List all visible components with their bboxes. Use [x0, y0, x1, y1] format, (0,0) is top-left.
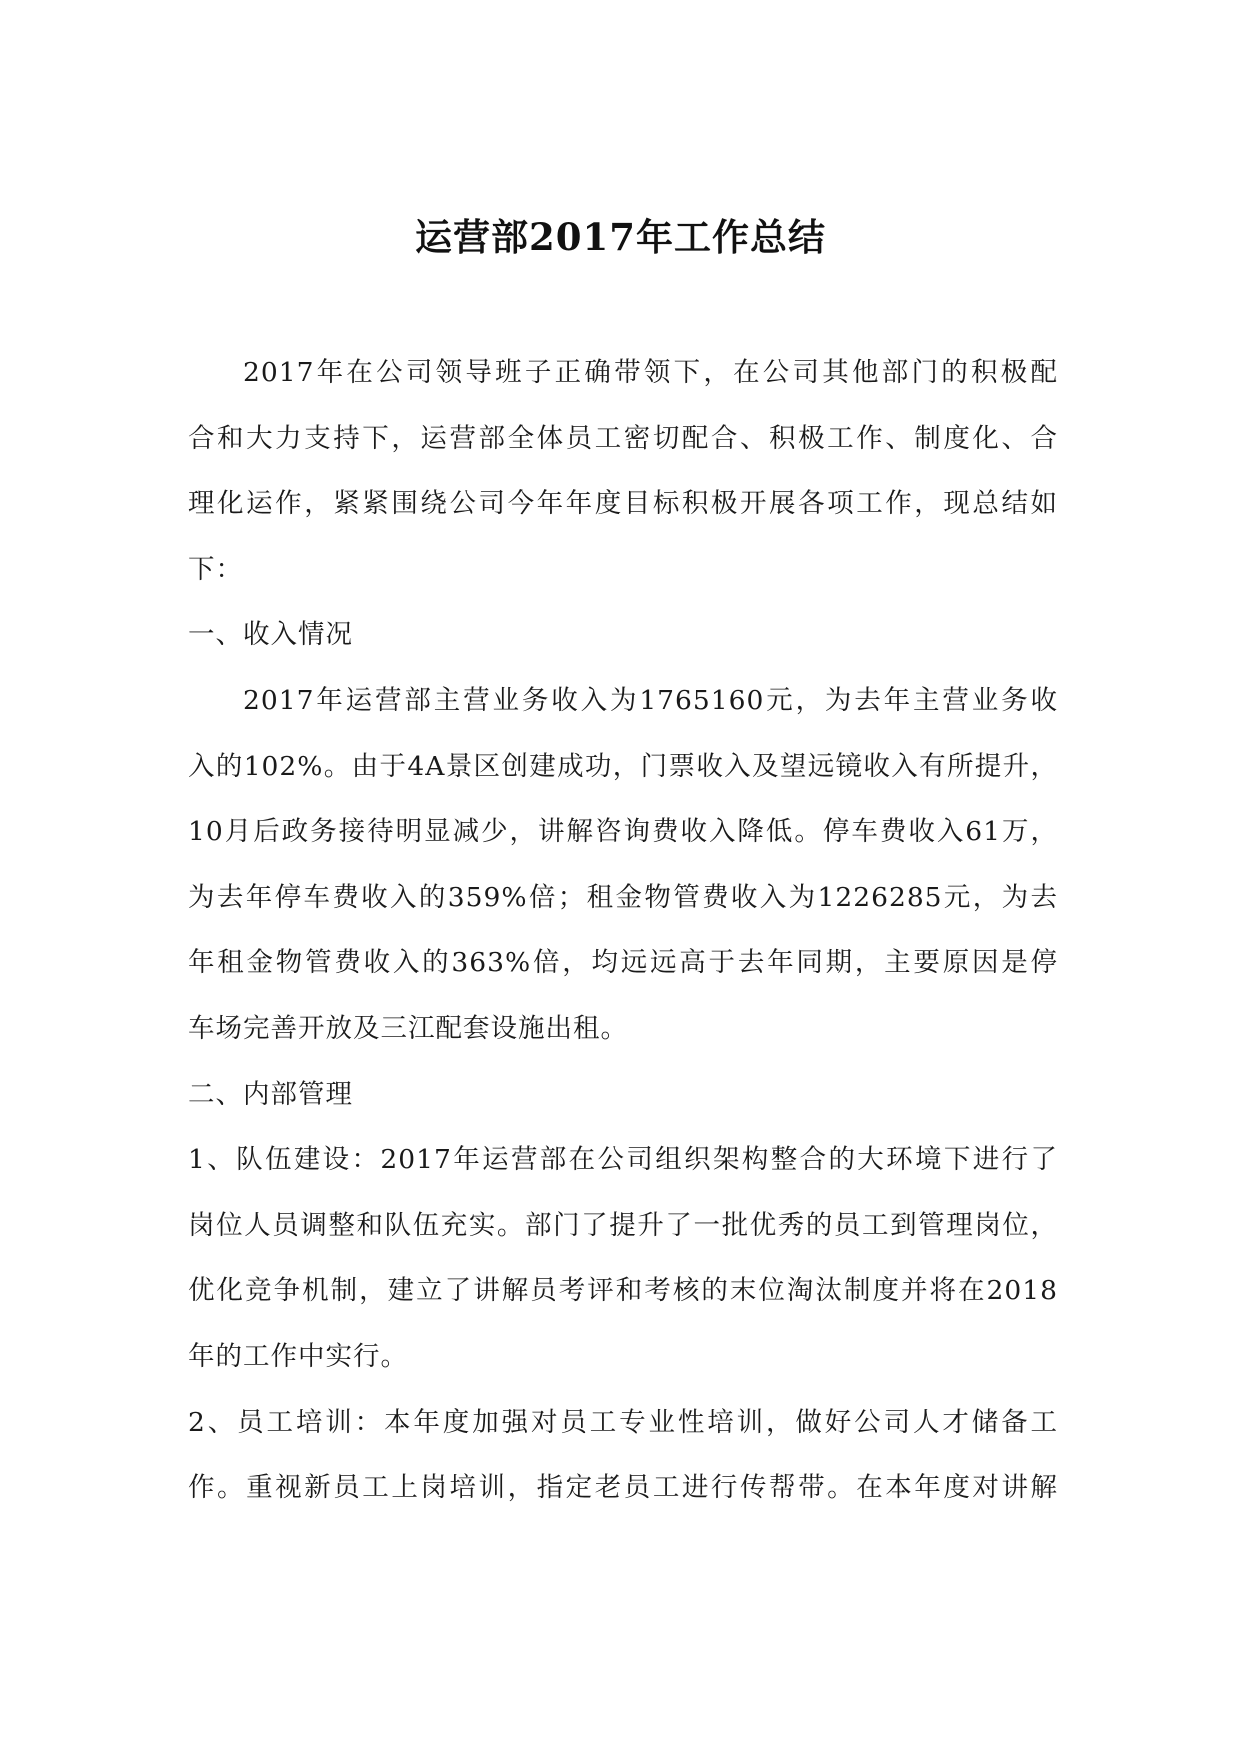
- section-heading-income: [188, 602, 1058, 668]
- text-line: 10月后政务接待明显减少，讲解咨询费收入降低。停车费收入61万，: [188, 816, 1058, 848]
- paragraph-income: [188, 668, 1058, 1062]
- text-line: 合和大力支持下，运营部全体员工密切配合、积极工作、制度化、合: [188, 422, 1058, 454]
- text-line: 年的工作中实行。: [188, 1340, 408, 1372]
- paragraph-training: [188, 1390, 1058, 1521]
- text-line: 年租金物管费收入的363%倍，均远远高于去年同期，主要原因是停: [188, 947, 1058, 979]
- section-heading-management: [188, 1062, 1058, 1128]
- section-heading: 二、内部管理: [188, 1078, 353, 1110]
- text-line: 下：: [188, 553, 243, 585]
- text-line: 为去年停车费收入的359%倍；租金物管费收入为1226285元，为去: [188, 881, 1058, 913]
- text-line: 作。重视新员工上岗培训，指定老员工进行传帮带。在本年度对讲解: [188, 1472, 1058, 1504]
- paragraph-team-building: [188, 1127, 1058, 1389]
- text-line: 1、队伍建设：2017年运营部在公司组织架构整合的大环境下进行了: [188, 1144, 1058, 1176]
- document-title: 运营部2017年工作总结: [415, 215, 826, 259]
- text-line: 岗位人员调整和队伍充实。部门了提升了一批优秀的员工到管理岗位，: [188, 1209, 1058, 1241]
- text-line: 2017年运营部主营业务收入为1765160元，为去年主营业务收: [243, 684, 1058, 716]
- text-line: 理化运作，紧紧围绕公司今年年度目标积极开展各项工作，现总结如: [188, 488, 1058, 520]
- document-body: [188, 340, 1058, 1521]
- text-line: 2017年在公司领导班子正确带领下，在公司其他部门的积极配: [243, 357, 1058, 388]
- text-line: 2、员工培训：本年度加强对员工专业性培训，做好公司人才储备工: [188, 1406, 1058, 1438]
- text-line: 入的102%。由于4A景区创建成功，门票收入及望远镜收入有所提升，: [188, 750, 1058, 782]
- section-heading: 一、收入情况: [188, 619, 353, 651]
- text-line: 车场完善开放及三江配套设施出租。: [188, 1012, 628, 1044]
- paragraph-intro: [188, 340, 1058, 602]
- text-line: 优化竞争机制，建立了讲解员考评和考核的末位淘汰制度并将在2018: [188, 1275, 1058, 1307]
